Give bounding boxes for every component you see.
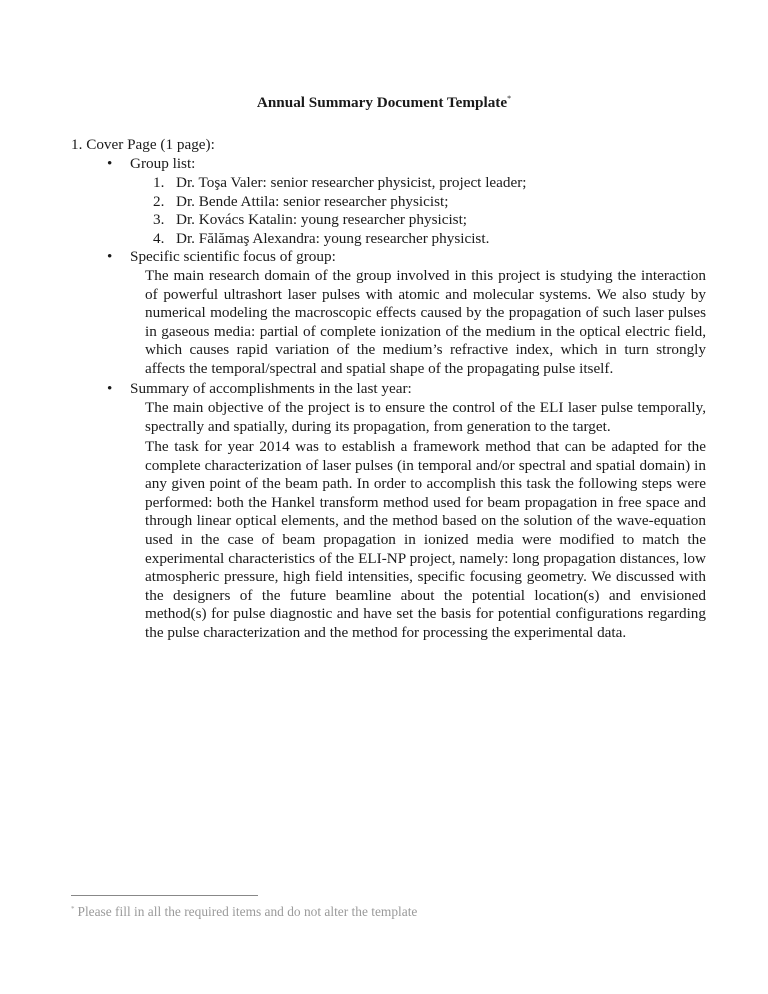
accomplishments-paragraph-objective: The main objective of the project is to ensure the control of the ELI laser pulse temporally, spectrally and spatially, during its propagation, from generation to the target.	[145, 399, 706, 435]
group-member-item	[153, 211, 527, 230]
list-number: 2.	[153, 192, 165, 210]
group-member-item	[153, 230, 527, 249]
list-number: 4.	[153, 229, 165, 247]
list-number: 1.	[153, 174, 165, 191]
bullet-label-group-list: Group list:	[130, 155, 196, 172]
bullet-icon: •	[107, 155, 113, 172]
bullet-icon: •	[107, 380, 113, 397]
bullet-icon: •	[107, 248, 113, 265]
group-member-text: Dr. Kovács Katalin: young researcher physicist;	[176, 211, 468, 229]
bullet-label-scientific-focus: Specific scientific focus of group:	[130, 248, 336, 265]
list-number: 3.	[153, 211, 165, 229]
group-member-item	[153, 193, 527, 212]
accomplishments-paragraph-task: The task for year 2014 was to establish a framework method that can be adapted for the complete characterization of laser pulses (in temporal and/or spectral and spatial domain) in any given point of the beam path. In order to accomplish this task the following steps were performed: both the Hankel transform method used for beam propagation in free space and through linear optical elements, and the method based on the solution of the wave-equation used in the case of beam propagation in ionized media were modified to match the experimental characteristics of the ELI-NP project, namely: long propagation distances, low atmospheric pressure, high field intensities, specific focusing geometry. We discussed with the designers of the future beamline about the potential location(s) and envisioned method(s) for pulse diagnostic and have set the basis for potential configurations regarding the pulse characterization and the method for processing the experimental data.	[145, 438, 706, 641]
group-member-text: Dr. Fălămaş Alexandra: young researcher physicist.	[176, 229, 490, 247]
page-title-text: Annual Summary Document Template	[256, 94, 508, 111]
footnote-separator	[71, 895, 258, 896]
page-title	[0, 90, 768, 113]
section-heading-cover-page: 1. Cover Page (1 page):	[71, 136, 215, 153]
bullet-label-accomplishments: Summary of accomplishments in the last year:	[130, 380, 412, 397]
scientific-focus-paragraph: The main research domain of the group involved in this project is studying the interaction of powerful ultrashort laser pulses with atomic and molecular systems. We also study by numerical modeling the macroscopic effects caused by the propagation of such laser pulses in gaseous media: partial of complete ionization of the medium in the optical electric field, which causes rapid variation of the medium’s refractive index, which in turn strongly affects the temporal/spectral and spatial shape of the propagating pulse itself.	[145, 267, 706, 377]
footnote	[71, 900, 417, 922]
group-member-item	[153, 174, 527, 193]
footnote-text: Please fill in all the required items and do not alter the template	[77, 904, 418, 919]
title-footnote-marker: *	[507, 94, 512, 103]
group-member-text: Dr. Bende Attila: senior researcher physicist;	[176, 192, 449, 210]
group-member-text: Dr. Toşa Valer: senior researcher physicist, project leader;	[176, 174, 527, 191]
footnote-marker: *	[71, 905, 75, 913]
group-member-list	[153, 174, 527, 248]
